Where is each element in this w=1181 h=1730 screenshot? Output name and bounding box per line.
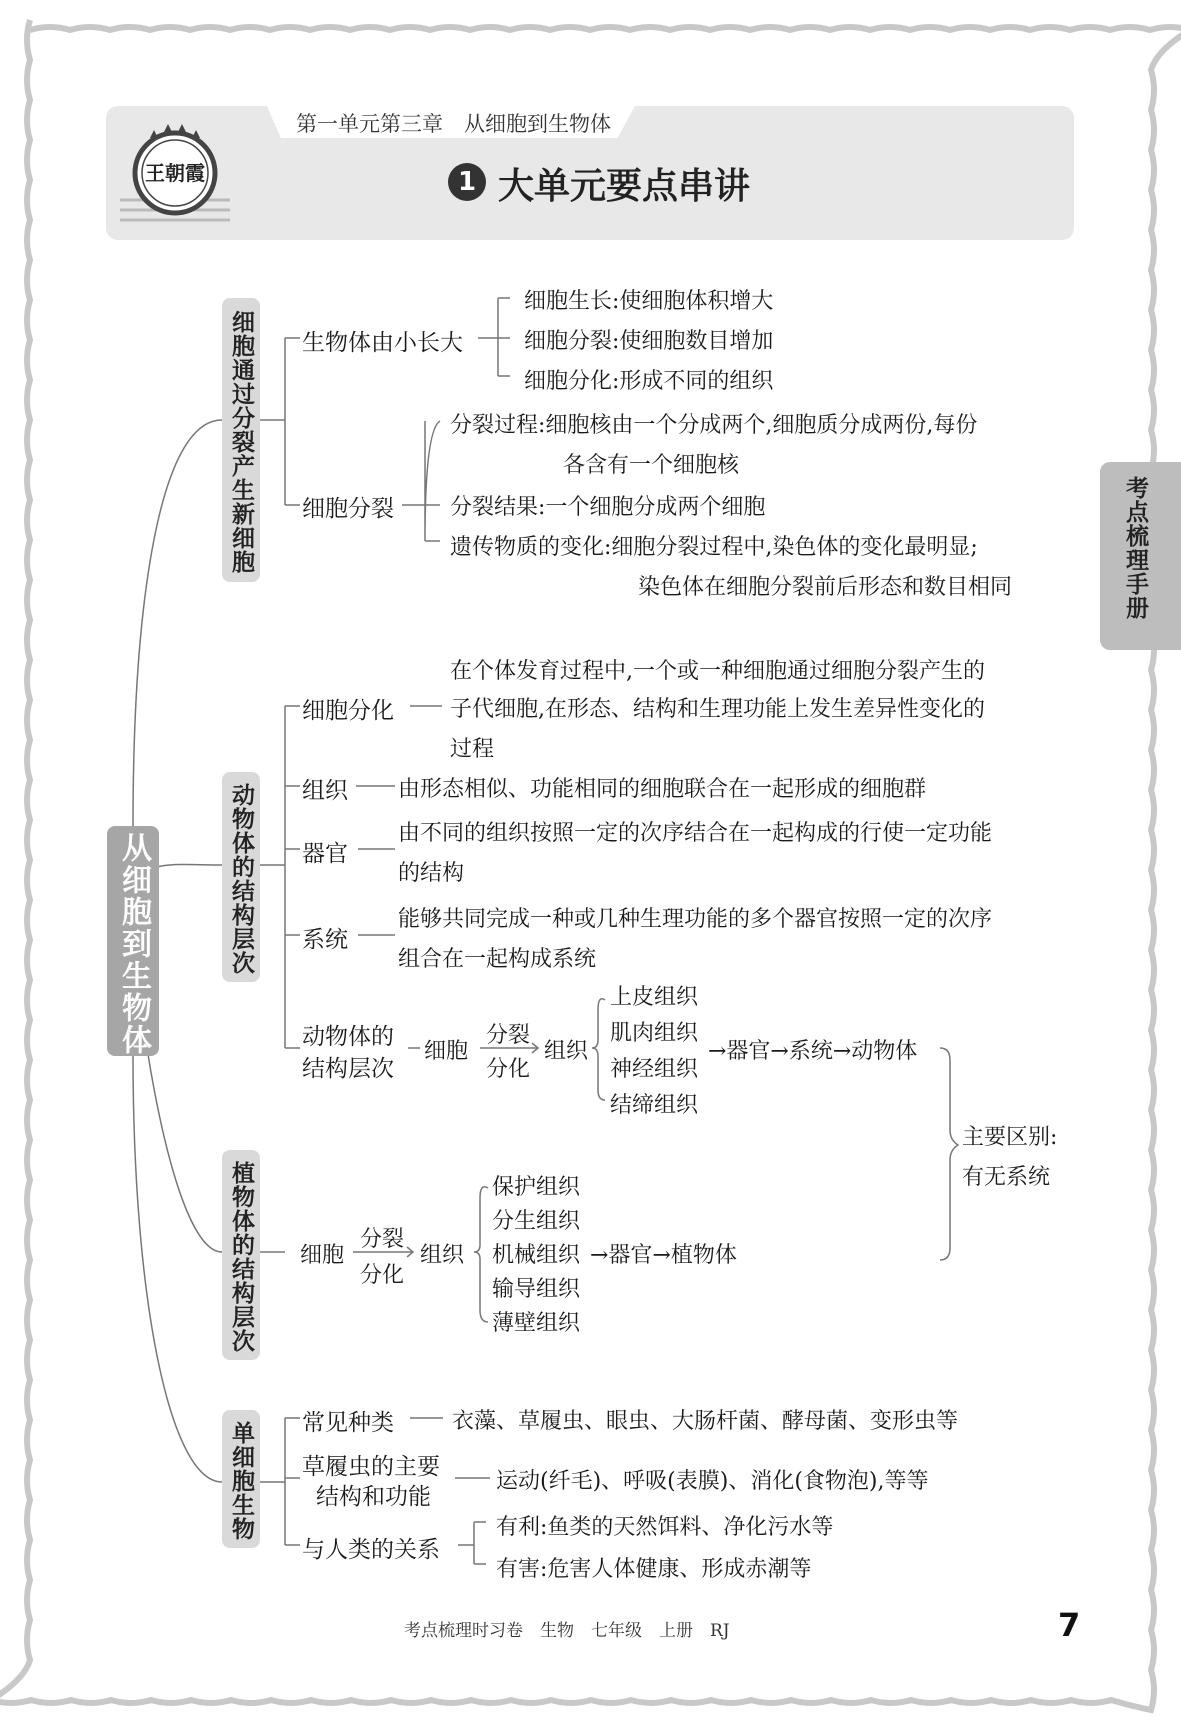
system-def: 组合在一起构成系统 bbox=[398, 947, 597, 972]
growth-item: 细胞生长:使细胞体积增大 bbox=[524, 289, 774, 314]
plant-tissue-item: 分生组织 bbox=[492, 1209, 581, 1234]
kinds-label: 常见种类 bbox=[302, 1410, 394, 1436]
organ-def: 由不同的组织按照一定的次序结合在一起构成的行使一定功能 bbox=[398, 821, 993, 846]
plant-tissue-word: 组织 bbox=[420, 1243, 465, 1268]
plant-cell: 细胞 bbox=[300, 1243, 345, 1268]
plant-arrow-bottom: 分化 bbox=[360, 1263, 405, 1288]
section-4-label: 单细胞生物 bbox=[222, 1410, 260, 1548]
division-process-cont: 各含有一个细胞核 bbox=[563, 453, 740, 478]
growth-label: 生物体由小长大 bbox=[302, 330, 463, 356]
section-number-badge: 1 bbox=[448, 163, 486, 201]
animal-levels-label: 结构层次 bbox=[302, 1056, 394, 1082]
animal-tissue-item: 肌肉组织 bbox=[610, 1021, 699, 1046]
division-label: 细胞分裂 bbox=[302, 496, 394, 522]
differentiation-label: 细胞分化 bbox=[302, 698, 394, 724]
relation-bad: 有害:危害人体健康、形成赤潮等 bbox=[496, 1557, 812, 1582]
animal-tissue-item: 上皮组织 bbox=[610, 985, 699, 1010]
animal-chain: →器官→系统→动物体 bbox=[708, 1039, 918, 1064]
system-label: 系统 bbox=[302, 927, 348, 953]
difference-note: 有无系统 bbox=[962, 1165, 1051, 1190]
plant-arrow-top: 分裂 bbox=[360, 1227, 405, 1252]
section-3-label: 植物体的结构层次 bbox=[222, 1150, 260, 1360]
plant-chain: →器官→植物体 bbox=[590, 1243, 737, 1268]
footer-text: 考点梳理时习卷 生物 七年级 上册 RJ bbox=[404, 1621, 730, 1641]
arrow-top-label: 分裂 bbox=[486, 1023, 531, 1048]
tissue-label: 组织 bbox=[302, 778, 348, 804]
plant-tissue-item: 保护组织 bbox=[492, 1175, 581, 1200]
differentiation-def: 过程 bbox=[450, 737, 495, 762]
differentiation-def: 在个体发育过程中,一个或一种细胞通过细胞分裂产生的 bbox=[450, 659, 985, 684]
plant-tissue-item: 薄壁组织 bbox=[492, 1311, 581, 1336]
paramecium-label: 结构和功能 bbox=[316, 1484, 431, 1510]
section-2-label: 动物体的结构层次 bbox=[222, 772, 260, 982]
growth-item: 细胞分化:形成不同的组织 bbox=[524, 369, 774, 394]
paramecium-label: 草履虫的主要 bbox=[302, 1454, 440, 1480]
animal-levels-label: 动物体的 bbox=[302, 1024, 394, 1050]
paramecium-structure: 运动(纤毛)、呼吸(表膜)、消化(食物泡),等等 bbox=[496, 1469, 929, 1494]
tissue-def: 由形态相似、功能相同的细胞联合在一起形成的细胞群 bbox=[398, 777, 927, 802]
arrow-bottom-label: 分化 bbox=[486, 1057, 531, 1082]
animal-tissue-item: 神经组织 bbox=[610, 1057, 699, 1082]
page-number: 7 bbox=[1058, 1606, 1081, 1644]
organ-def: 的结构 bbox=[398, 861, 465, 886]
chapter-subtitle: 第一单元第三章 从细胞到生物体 bbox=[296, 112, 611, 136]
plant-tissue-item: 输导组织 bbox=[492, 1277, 581, 1302]
division-process: 分裂过程:细胞核由一个分成两个,细胞质分成两份,每份 bbox=[450, 413, 978, 438]
section-1-label: 细胞通过分裂产生新细胞 bbox=[222, 298, 260, 582]
difference-note: 主要区别: bbox=[962, 1125, 1058, 1150]
organ-label: 器官 bbox=[302, 841, 348, 867]
animal-cell: 细胞 bbox=[424, 1039, 469, 1064]
side-tab-label: 考点梳理手册 bbox=[1122, 476, 1148, 620]
root-topic: 从细胞到生物体 bbox=[107, 826, 159, 1056]
kinds-list: 衣藻、草履虫、眼虫、大肠杆菌、酵母菌、变形虫等 bbox=[452, 1409, 959, 1434]
system-def: 能够共同完成一种或几种生理功能的多个器官按照一定的次序 bbox=[398, 907, 993, 932]
animal-tissue-word: 组织 bbox=[544, 1039, 589, 1064]
growth-item: 细胞分裂:使细胞数目增加 bbox=[524, 329, 774, 354]
logo-text: 王朝霞 bbox=[145, 161, 205, 185]
differentiation-def: 子代细胞,在形态、结构和生理功能上发生差异性变化的 bbox=[450, 697, 985, 722]
relation-label: 与人类的关系 bbox=[302, 1537, 440, 1563]
plant-tissue-item: 机械组织 bbox=[492, 1243, 581, 1268]
animal-tissue-item: 结缔组织 bbox=[610, 1093, 699, 1118]
genetic-change: 遗传物质的变化:细胞分裂过程中,染色体的变化最明显; bbox=[450, 535, 978, 560]
division-result: 分裂结果:一个细胞分成两个细胞 bbox=[450, 495, 766, 520]
relation-good: 有利:鱼类的天然饵料、净化污水等 bbox=[496, 1515, 834, 1540]
genetic-change-cont: 染色体在细胞分裂前后形态和数目相同 bbox=[638, 575, 1013, 600]
page-title: 大单元要点串讲 bbox=[498, 166, 751, 207]
